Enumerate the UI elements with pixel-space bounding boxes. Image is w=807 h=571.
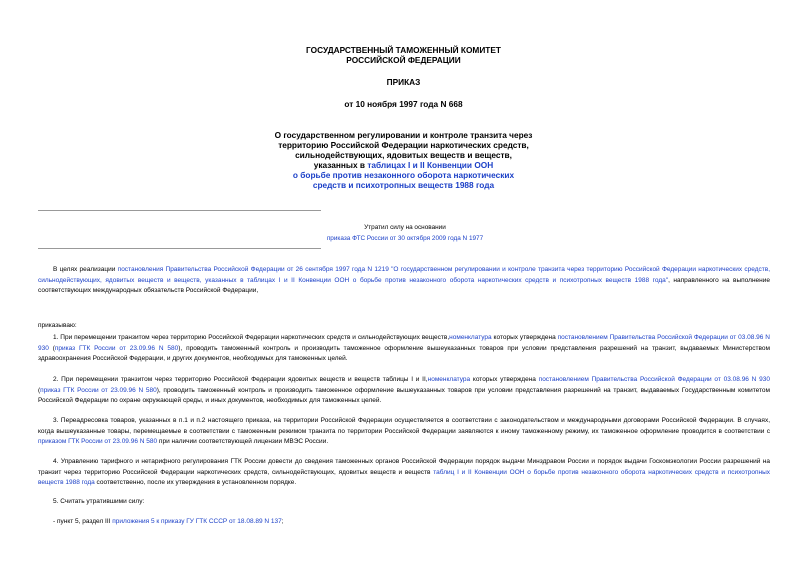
p1-text-d: ), проводить таможенный контроль и производить таможенное оформление вышеуказанных товаров при условии представления разрешений на транзит, выдаваемых Министерством здравоохранения Российской Федерации, и других документов, необходимых для таможенных целей. [38,344,770,362]
repeal-note [300,222,510,244]
divider-bottom [38,248,321,249]
p1-nomenclature-link[interactable]: номенклатура [449,334,492,341]
p3-text-a: 3. Переадресовка товаров, указанных в п.1 и п.2 настоящего приказа, на территории Российской Федерации осуществляется в соответствии с законодательством и международными договорами Российской Федерации. В случаях, когда вышеуказанные товары, перемещаемые в соответствии с таможенным режимом транзита по территории Российской Федерации заявляются к иному таможенному режиму, их таможенное оформление проводится в соответствии с [38,417,770,435]
divider-top [38,210,321,211]
repeal-note-text: Утратил силу на основании [364,224,446,231]
p1-text-c: ( [48,344,55,352]
p6-text-b: ; [281,518,284,525]
p1-text-b: которых утверждена [491,334,558,341]
order-word: приказываю: [38,322,77,329]
title-line-4 [0,160,807,170]
p4-convention-link[interactable]: таблиц I и II Конвенции ООН о борьбе против незаконного оборота наркотических средств и психотропных веществ 1988 года [38,468,770,486]
p4-text-b: соответственно, после их утверждения в установленном порядке. [94,479,297,486]
p2-text-a: 2. При перемещении транзитом через территорию Российской Федерации ядовитых веществ и веществ таблицы I и II, [53,376,428,383]
p2-text-c: ( [38,386,41,394]
p2-nomenclature-link[interactable]: номенклатура [427,376,471,383]
p3-text-b: при наличии соответствующей лицензии МВЭС России. [157,438,329,445]
p2-decree-930-link[interactable]: постановлением Правительства Российской Федерации от 03.08.96 N 930 [538,376,770,383]
government-decree-link[interactable]: постановления Правительства Российской Федерации от 26 сентября 1997 года N 1219 "О государственном регулировании и контроле транзита через территорию Российской Федерации наркотических средств, сильнодействующих, ядовитых веществ и веществ, указанных в таблицах I и II Конвенции ООН о борьбе против незаконного оборота наркотических средств и психотропных веществ 1988 года" [38,266,770,284]
title-line-3: сильнодействующих, ядовитых веществ и веществ, [295,150,512,160]
title-line-1: О государственном регулировании и контроле транзита через [274,130,533,140]
intro-text-b: , направленного на выполнение соответствующих международных обязательств Российской Федерации, [38,276,770,294]
p4-text-a: 4. Управлению тарифного и нетарифного регулирования ГТК России довести до сведения таможенных органов Российской Федерации порядок выдачи Минздравом России и порядок выдачи Госкомэкологии России разрешений на транзит через территорию Российской Федерации наркотических средств, сильнодействующих, ядовитых веществ и веществ [38,458,770,476]
p3-order-580-link[interactable]: приказом ГТК России от 23.09.96 N 580 [38,438,158,445]
p2-order-580-link[interactable]: приказ ГТК России от 23.09.96 N 580 [40,386,157,394]
issuer-line-1: ГОСУДАРСТВЕННЫЙ ТАМОЖЕННЫЙ КОМИТЕТ [306,45,501,55]
intro-paragraph [38,265,770,297]
title-line-4-text: указанных в [313,160,368,170]
p1-order-580-link[interactable]: приказ ГТК России от 23.09.96 N 580 [54,344,179,352]
convention-tables-link[interactable]: таблицах I и II Конвенции ООН [367,160,494,170]
p2-text-b: которых утверждена [470,376,539,383]
paragraph-5: 5. Считать утратившими силу: [53,498,145,505]
title-line-6-link[interactable]: средств и психотропных веществ 1988 года [312,180,495,190]
paragraph-3 [38,416,770,448]
issuer-line-2: РОССИЙСКОЙ ФЕДЕРАЦИИ [346,55,461,65]
paragraph-6 [38,517,770,528]
p1-decree-930-link[interactable]: постановлением Правительства Российской Федерации от 03.08.96 N 930 [38,334,770,352]
document-type: ПРИКАЗ [386,77,421,87]
repeal-order-link[interactable]: приказа ФТС России от 30 октября 2009 года N 1977 [326,235,484,242]
intro-text-a: В целях реализации [53,266,118,273]
document-date-number: от 10 ноября 1997 года N 668 [344,99,463,109]
p6-text-a: - пункт 5, раздел III [53,518,113,525]
title-line-5-link[interactable]: о борьбе против незаконного оборота наркотических [292,170,515,180]
paragraph-1 [38,333,770,365]
p2-text-d: ), проводить таможенный контроль и производить таможенное оформление вышеуказанных товаров при условии представления разрешений на транзит, выдаваемых Государственным комитетом Российской Федерации по охране окружающей среды, и иных документов, необходимых для таможенных целей. [38,386,771,404]
title-line-2: территорию Российской Федерации наркотических средств, [278,140,529,150]
paragraph-2 [38,375,770,407]
p6-appendix-link[interactable]: приложения 5 к приказу ГУ ГТК СССР от 18.08.89 N 137 [112,518,282,525]
paragraph-4 [38,457,770,489]
p1-text-a: 1. При перемещении транзитом через территорию Российской Федерации наркотических средств и сильнодействующих веществ, [53,334,450,341]
